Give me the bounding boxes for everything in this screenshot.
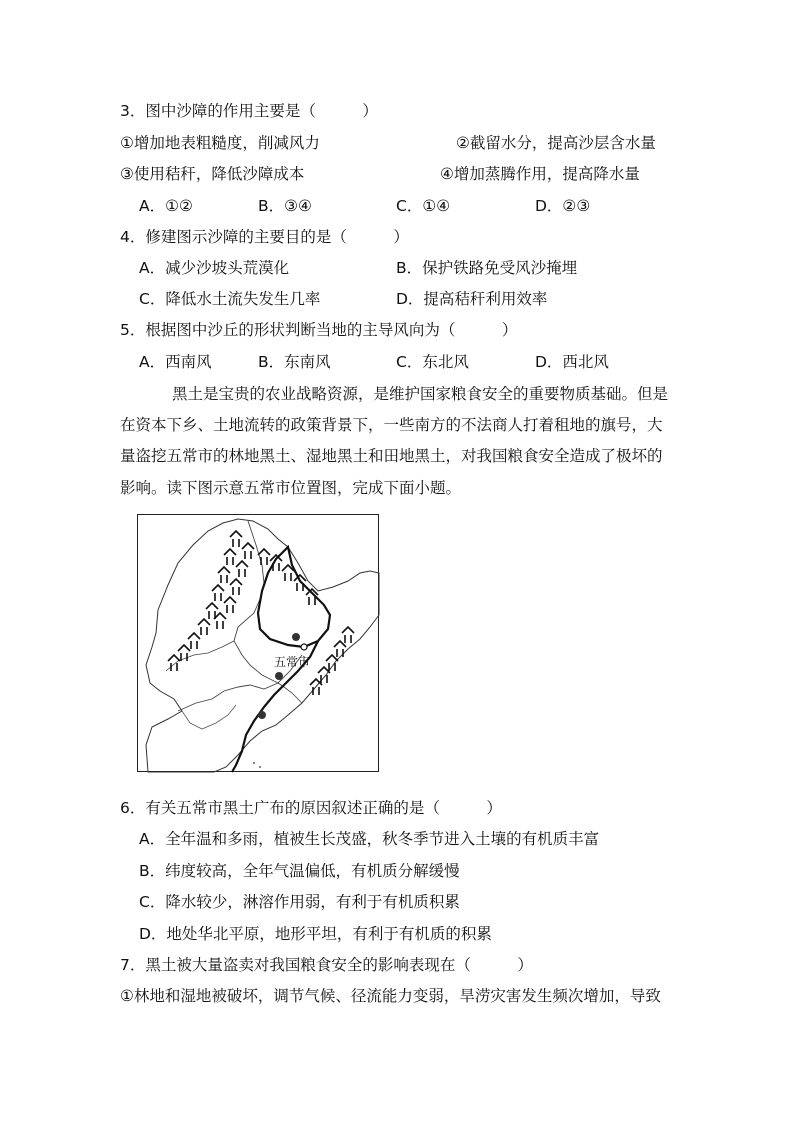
city-dot bbox=[275, 672, 283, 680]
city-label-wuchang: 五常市 bbox=[274, 655, 311, 669]
q5-option-d[interactable]: D．西北风 bbox=[535, 353, 609, 371]
city-dot bbox=[258, 711, 266, 719]
wuchang-marker bbox=[301, 644, 307, 650]
q3-option-b[interactable]: B．③④ bbox=[258, 197, 312, 215]
q3-option-c[interactable]: C．①④ bbox=[396, 197, 451, 215]
q3-stem: 3．图中沙障的作用主要是（ ） bbox=[120, 102, 378, 120]
q6-option-c[interactable]: C．降水较少，淋溶作用弱，有利于有机质积累 bbox=[139, 893, 460, 911]
passage-line-1: 黑土是宝贵的农业战略资源，是维护国家粮食安全的重要物质基础。但是 bbox=[172, 385, 669, 403]
q3-statement-1: ①增加地表粗糙度，削减风力 bbox=[120, 134, 320, 152]
city-dot bbox=[292, 633, 300, 641]
q3-statement-4: ④增加蒸腾作用，提高降水量 bbox=[440, 165, 640, 183]
wuchang-location-map bbox=[137, 514, 379, 772]
mountain-range-west bbox=[168, 531, 254, 671]
q3-option-a[interactable]: A．①② bbox=[139, 197, 193, 215]
province-border bbox=[234, 521, 278, 683]
q4-stem: 4．修建图示沙障的主要目的是（ ） bbox=[120, 228, 409, 246]
region-outline bbox=[258, 547, 330, 647]
q3-statement-2: ②截留水分，提高沙层含水量 bbox=[456, 134, 656, 152]
q5-option-b[interactable]: B．东南风 bbox=[258, 353, 331, 371]
q6-option-d[interactable]: D．地处华北平原，地形平坦，有利于有机质的积累 bbox=[139, 925, 492, 943]
q7-stem: 7．黑土被大量盗卖对我国粮食安全的影响表现在（ ） bbox=[120, 956, 533, 974]
q3-statement-3: ③使用秸秆，降低沙障成本 bbox=[120, 165, 305, 183]
q5-option-a[interactable]: A．西南风 bbox=[139, 353, 212, 371]
q4-option-d[interactable]: D．提高秸秆利用效率 bbox=[396, 290, 548, 308]
map-drawing bbox=[138, 515, 380, 773]
island-dot bbox=[253, 762, 255, 764]
q7-statement-1: ①林地和湿地被破坏，调节气候、径流能力变弱，旱涝灾害发生频次增加，导致 bbox=[120, 987, 661, 1005]
mountain-range-east bbox=[310, 627, 354, 695]
passage-line-2: 在资本下乡、土地流转的政策背景下，一些南方的不法商人打着租地的旗号，大 bbox=[120, 416, 663, 434]
q6-option-a[interactable]: A．全年温和多雨，植被生长茂盛，秋冬季节进入土壤的有机质丰富 bbox=[139, 830, 600, 848]
q4-option-b[interactable]: B．保护铁路免受风沙掩埋 bbox=[396, 259, 578, 277]
passage-line-4: 影响。读下图示意五常市位置图，完成下面小题。 bbox=[120, 479, 462, 497]
q6-option-b[interactable]: B．纬度较高，全年气温偏低，有机质分解缓慢 bbox=[139, 862, 460, 880]
passage-line-3: 量盗挖五常市的林地黑土、湿地黑土和田地黑土，对我国粮食安全造成了极坏的 bbox=[120, 447, 663, 465]
q5-stem: 5．根据图中沙丘的形状判断当地的主导风向为（ ） bbox=[120, 321, 518, 339]
province-border bbox=[166, 641, 234, 671]
island-dot bbox=[259, 766, 261, 768]
q4-option-c[interactable]: C．降低水土流失发生几率 bbox=[139, 290, 321, 308]
q5-option-c[interactable]: C．东北风 bbox=[396, 353, 469, 371]
q6-stem: 6．有关五常市黑土广布的原因叙述正确的是（ ） bbox=[120, 799, 502, 817]
q4-option-a[interactable]: A．减少沙坡头荒漠化 bbox=[139, 259, 290, 277]
q3-option-d[interactable]: D．②③ bbox=[535, 197, 591, 215]
coast-detail bbox=[182, 705, 236, 729]
